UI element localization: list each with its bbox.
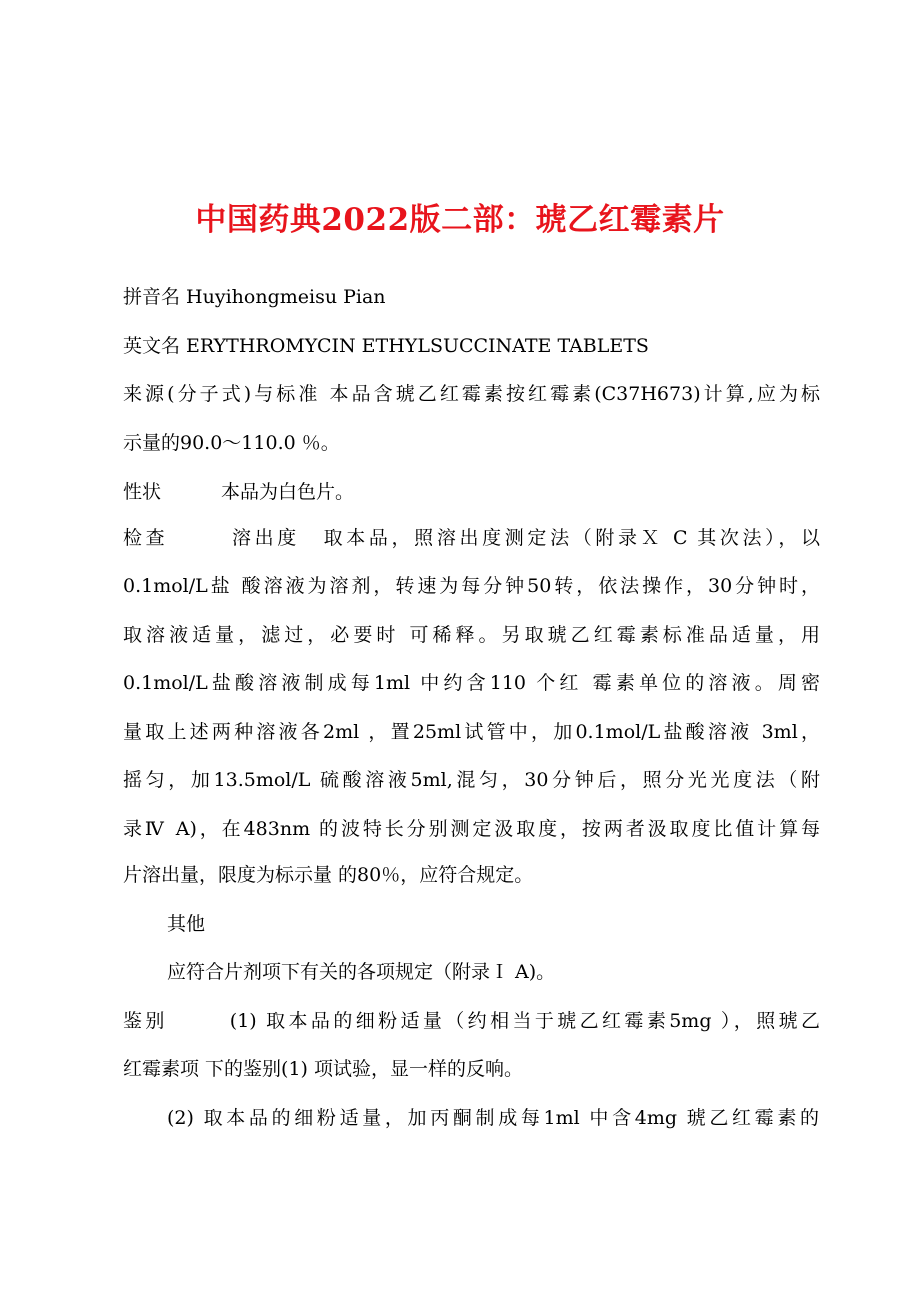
text-line-inspection-row	[123, 524, 820, 552]
section-label-other: 其他	[167, 913, 206, 935]
section-label-properties: 性状	[123, 481, 162, 503]
text-line-identification-3: (2) 取本品的细粉适量，加丙酮制成每1ml 中含4mg 琥乙红霉素的	[167, 1107, 819, 1129]
text-line-inspection-5: 量取上述两种溶液各2ml ，置25ml试管中，加0.1mol/L盐酸溶液 3ml，	[123, 721, 820, 743]
identification-text-1: (1) 取本品的细粉适量（约相当于琥乙红霉素5mg ），照琥乙	[229, 1010, 820, 1032]
text-line-inspection-3: 取溶液适量，滤过，必要时 可稀释。另取琥乙红霉素标准品适量，用	[123, 624, 820, 646]
section-label-inspection: 检查	[123, 527, 169, 549]
text-line-inspection-7: 录Ⅳ A)，在483nm 的波特长分别测定汲取度，按两者汲取度比值计算每	[123, 818, 820, 840]
text-line-source-standard: 来源(分子式)与标准 本品含琥乙红霉素按红霉素(C37H673)计算,应为标	[123, 383, 820, 405]
text-line-properties-row	[123, 478, 354, 506]
text-line-identification-row	[123, 1007, 820, 1035]
text-line-inspection-4: 0.1mol/L盐酸溶液制成每1ml 中约含110 个红 霉素单位的溶液。周密	[123, 672, 820, 694]
text-line-other: 应符合片剂项下有关的各项规定（附录Ｉ A)。	[167, 961, 556, 983]
text-line-inspection-8: 片溶出量，限度为标示量 的80％，应符合规定。	[123, 864, 534, 886]
text-line-identification-2: 红霉素项 下的鉴别(1) 项试验，显一样的反响。	[123, 1058, 523, 1080]
document-title: 中国药典2022版二部：琥乙红霉素片	[195, 202, 725, 238]
dissolution-label: 溶出度	[228, 527, 300, 549]
properties-text: 本品为白色片。	[221, 481, 355, 503]
text-line-pinyin: 拼音名 Huyihongmeisu Pian	[123, 286, 386, 308]
inspection-text: 取本品，照溶出度测定法（附录Ｘ C 其次法），以	[319, 527, 820, 549]
section-label-identification: 鉴别	[123, 1010, 168, 1032]
text-line-inspection-6: 摇匀，加13.5mol/L 硫酸溶液5ml,混匀，30分钟后，照分光光度法（附	[123, 769, 820, 791]
text-line-label-amount: 示量的90.0～110.0 ％。	[123, 432, 340, 454]
text-line-english-name: 英文名 ERYTHROMYCIN ETHYLSUCCINATE TABLETS	[123, 335, 649, 357]
text-line-inspection-2: 0.1mol/L盐 酸溶液为溶剂，转速为每分钟50转，依法操作，30分钟时，	[123, 575, 820, 597]
